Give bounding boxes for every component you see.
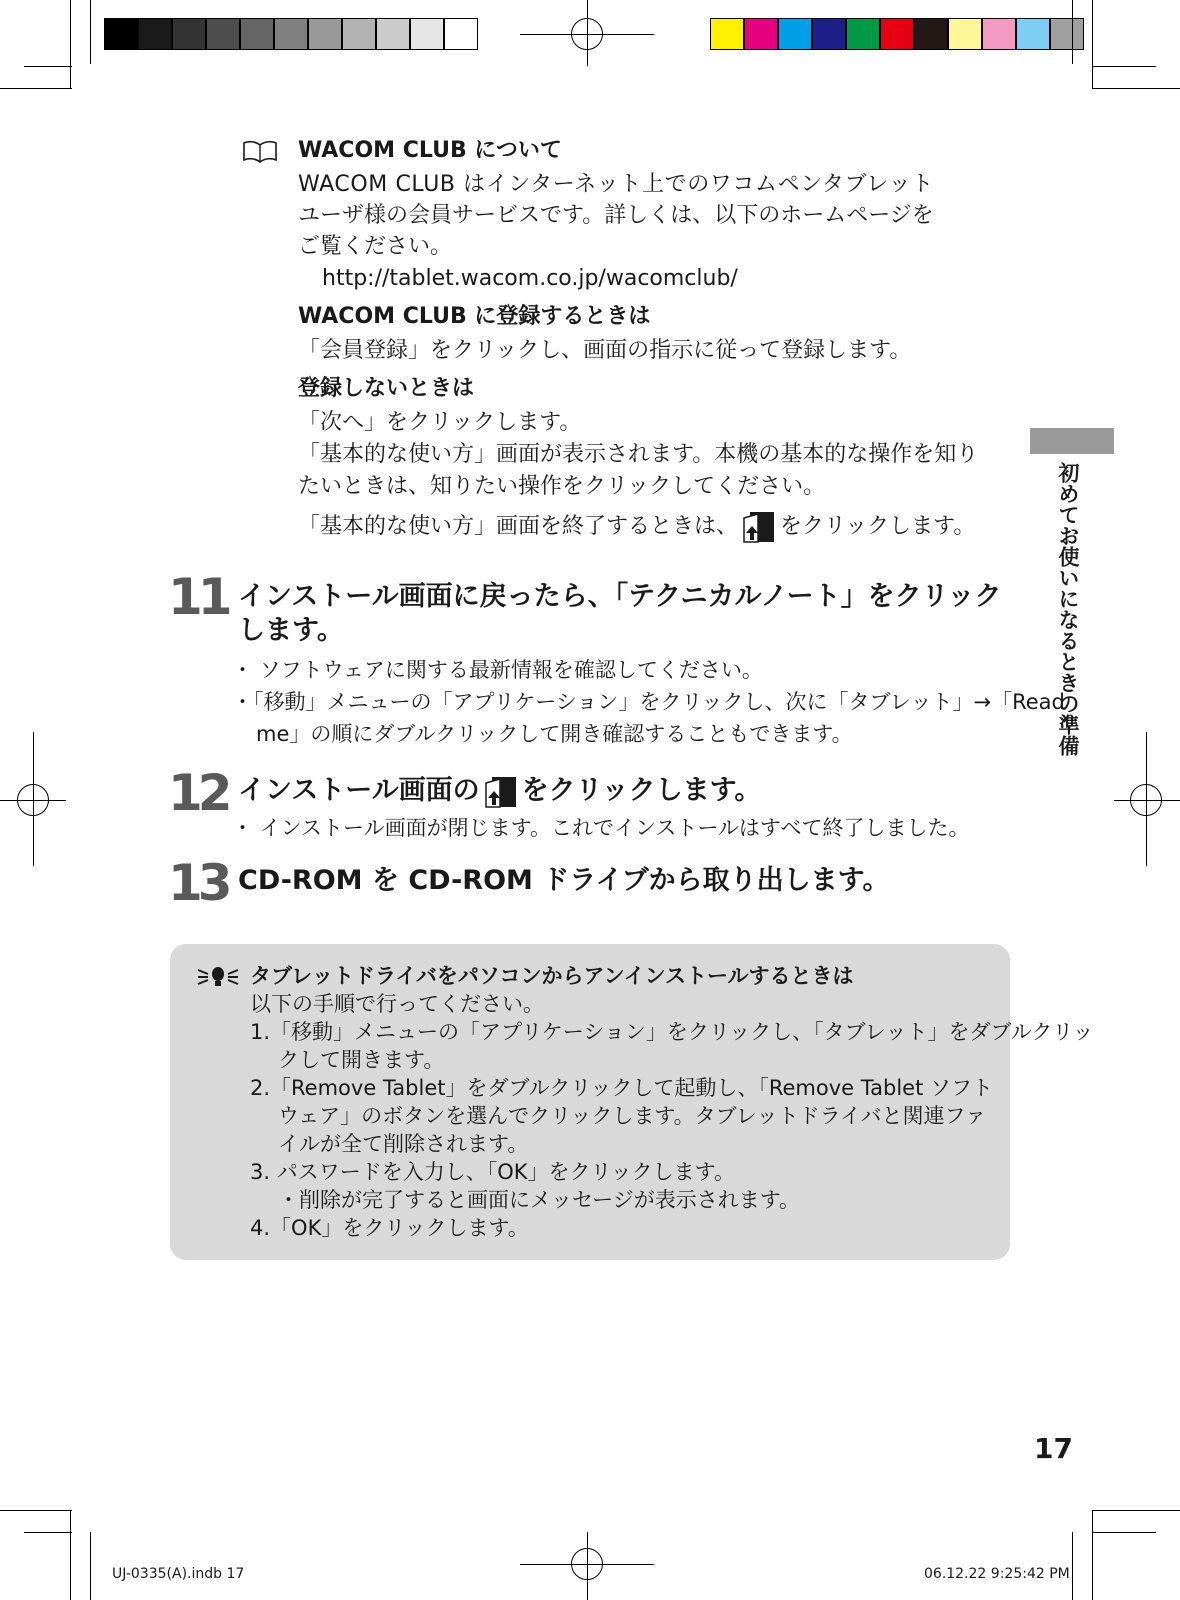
step-title: インストール画面に戻ったら、「テクニカルノート」をクリック: [238, 581, 1002, 612]
no-register-line: たいときは、知りたい操作をクリックしてください。: [298, 474, 826, 499]
register-heading: WACOM CLUB に登録するときは: [298, 304, 651, 329]
color-swatch: [914, 18, 948, 50]
tip-line: 3. パスワードを入力し、「OK」をクリックします。: [250, 1160, 735, 1184]
color-swatch: [376, 18, 410, 50]
crop-mark: [1092, 1532, 1156, 1533]
color-swatch: [778, 18, 812, 50]
color-swatch: [444, 18, 478, 50]
tip-heading: タブレットドライバをパソコンからアンインストールするときは: [250, 964, 854, 988]
tip-intro: 以下の手順で行ってください。: [250, 992, 544, 1016]
no-register-line: 「次へ」をクリックします。: [298, 410, 582, 435]
color-swatch: [948, 18, 982, 50]
no-register-line: 「基本的な使い方」画面が表示されます。本機の基本的な操作を知り: [298, 442, 979, 467]
step-bullet: ・ ソフトウェアに関する最新情報を確認してください。: [232, 658, 763, 682]
footer-file-info: UJ-0335(A).indb 17: [112, 1566, 245, 1582]
crop-mark: [1092, 1510, 1180, 1511]
wacom-club-url: http://tablet.wacom.co.jp/wacomclub/: [322, 266, 738, 291]
register-text: 「会員登録」をクリックし、画面の指示に従って登録します。: [298, 338, 912, 363]
crop-mark: [70, 0, 71, 88]
step-title: CD-ROM を CD-ROM ドライブから取り出します。: [238, 865, 890, 896]
color-swatch: [1016, 18, 1050, 50]
crop-mark: [0, 88, 72, 89]
color-swatch: [410, 18, 444, 50]
color-swatch: [172, 18, 206, 50]
tip-line: 1.「移動」メニューの「アプリケーション」をクリックし、「タブレット」をダブルクリッ: [250, 1020, 1094, 1044]
note-body-line: WACOM CLUB はインターネット上でのワコムペンタブレット: [298, 172, 934, 197]
registration-mark: [17, 784, 49, 816]
color-swatch: [104, 18, 138, 50]
crop-mark: [1072, 1532, 1073, 1600]
crop-mark: [1092, 1510, 1093, 1600]
registration-mark: [1130, 784, 1162, 816]
crop-mark: [90, 1532, 91, 1600]
color-swatch: [846, 18, 880, 50]
step-bullet: ・ インストール画面が閉じます。これでインストールはすべて終了しました。: [232, 816, 970, 840]
color-swatch: [1050, 18, 1084, 50]
crop-mark: [1092, 66, 1156, 67]
tip-line: ウェア」のボタンを選んでクリックします。タブレットドライバと関連ファ: [278, 1104, 987, 1128]
section-label: 初めてお使いになるときの準備: [1056, 462, 1080, 756]
tip-line: ・削除が完了すると画面にメッセージが表示されます。: [278, 1188, 801, 1212]
tip-line: 2.「Remove Tablet」をダブルクリックして起動し、「Remove Tablet ソフト: [250, 1076, 993, 1100]
color-swatch: [342, 18, 376, 50]
color-swatch: [274, 18, 308, 50]
color-swatch: [308, 18, 342, 50]
footer-timestamp: 06.12.22 9:25:42 PM: [924, 1566, 1070, 1582]
open-book-icon: [242, 140, 278, 168]
crop-mark: [1092, 0, 1093, 88]
color-swatch: [710, 18, 744, 50]
exit-door-icon: [482, 775, 520, 809]
color-swatch: [240, 18, 274, 50]
crop-mark: [1092, 88, 1180, 89]
tip-line: クして開きます。: [278, 1048, 445, 1072]
step-number: 13: [168, 854, 228, 912]
note-body-line: ユーザ様の会員サービスです。詳しくは、以下のホームページを: [298, 203, 934, 228]
note-heading: WACOM CLUB について: [298, 138, 562, 163]
page-number: 17: [1034, 1432, 1073, 1465]
registration-mark: [571, 1548, 603, 1580]
section-tab: [1030, 428, 1114, 454]
step-number: 12: [168, 764, 228, 822]
note-body-line: ご覧ください。: [298, 234, 453, 259]
color-swatch: [206, 18, 240, 50]
step-title-before: インストール画面の: [238, 775, 480, 806]
tip-line: イルが全て削除されます。: [278, 1132, 529, 1156]
tip-line: 4.「OK」をクリックします。: [250, 1216, 529, 1240]
exit-instruction: [298, 510, 975, 544]
crop-mark: [24, 1532, 72, 1533]
exit-door-icon: [740, 510, 778, 544]
color-swatch: [138, 18, 172, 50]
crop-mark: [24, 66, 72, 67]
step-title: します。: [238, 615, 344, 646]
color-swatch: [880, 18, 914, 50]
color-swatch: [982, 18, 1016, 50]
crop-mark: [1072, 0, 1073, 64]
crop-mark: [70, 1510, 71, 1600]
crop-mark: [0, 1510, 72, 1511]
step-title-after: をクリックします。: [521, 775, 762, 806]
exit-text-after: をクリックします。: [780, 514, 976, 539]
step-bullet: me」の順にダブルクリックして開き確認することもできます。: [256, 722, 853, 746]
registration-mark: [571, 18, 603, 50]
exit-text-before: 「基本的な使い方」画面を終了するときは、: [298, 514, 739, 539]
lightbulb-icon: [196, 964, 240, 994]
step-number: 11: [168, 568, 228, 626]
step-title: [238, 774, 761, 809]
color-swatch: [812, 18, 846, 50]
crop-mark: [90, 0, 91, 64]
step-bullet: ・「移動」メニューの「アプリケーション」をクリックし、次に「タブレット」→「Read: [232, 690, 1065, 714]
color-swatch: [744, 18, 778, 50]
no-register-heading: 登録しないときは: [298, 376, 475, 401]
